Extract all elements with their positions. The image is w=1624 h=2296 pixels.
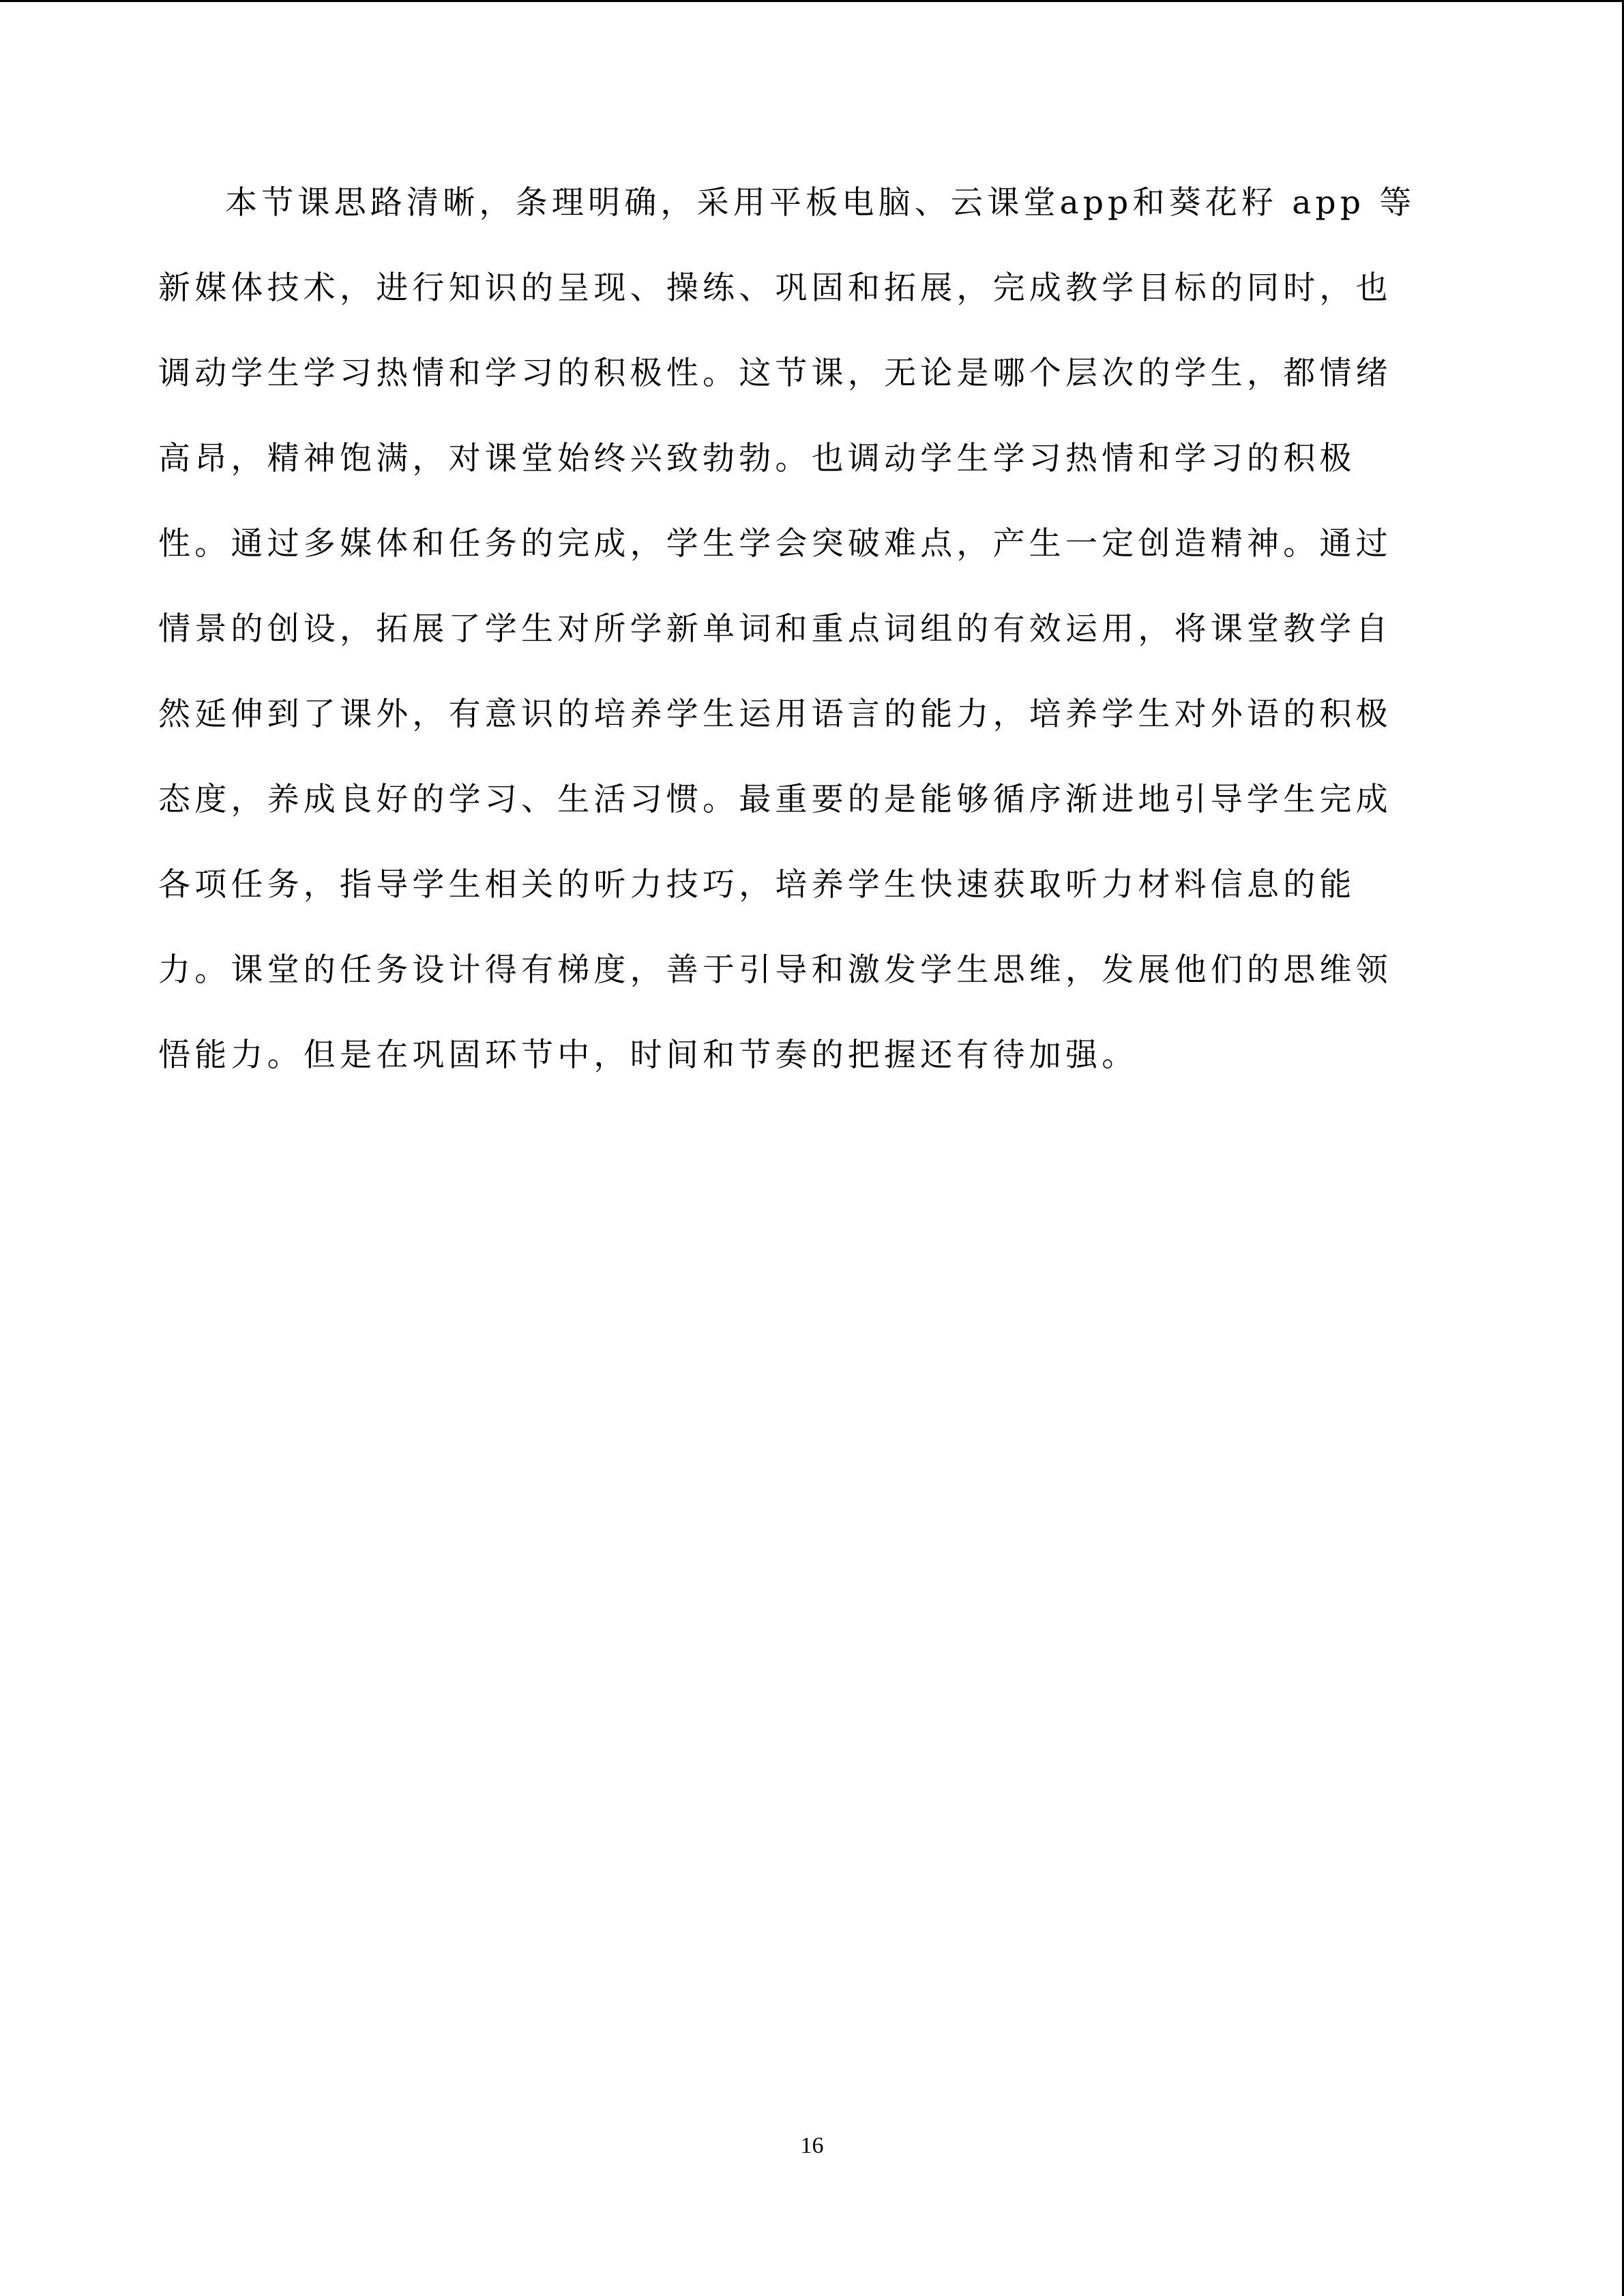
paragraph-line: 情景的创设，拓展了学生对所学新单词和重点词组的有效运用，将课堂教学自 (158, 610, 1392, 648)
paragraph-line: 调动学生学习热情和学习的积极性。这节课，无论是哪个层次的学生，都情绪 (158, 355, 1392, 392)
paragraph-line: 态度，养成良好的学习、生活习惯。最重要的是能够循序渐进地引导学生完成 (158, 781, 1392, 818)
paragraph-line: 悟能力。但是在巩固环节中，时间和节奏的把握还有待加强。 (158, 1037, 1138, 1074)
page-number: 16 (800, 2133, 824, 2158)
paragraph-line: 然延伸到了课外，有意识的培养学生运用语言的能力，培养学生对外语的积极 (158, 696, 1392, 733)
paragraph-line: 力。课堂的任务设计得有梯度，善于引导和激发学生思维，发展他们的思维领 (158, 951, 1392, 989)
paragraph-line: 本节课思路清晰，条理明确，采用平板电脑、云课堂app和葵花籽 app 等 (225, 184, 1416, 222)
paragraph-line: 性。通过多媒体和任务的完成，学生学会突破难点，产生一定创造精神。通过 (158, 525, 1392, 563)
body-paragraph (158, 160, 1475, 1098)
paragraph-line: 各项任务，指导学生相关的听力技巧，培养学生快速获取听力材料信息的能 (158, 866, 1356, 904)
paragraph-line: 高昂，精神饱满，对课堂始终兴致勃勃。也调动学生学习热情和学习的积极 (158, 440, 1356, 477)
paragraph-line: 新媒体技术，进行知识的呈现、操练、巩固和拓展，完成教学目标的同时，也 (158, 269, 1392, 307)
